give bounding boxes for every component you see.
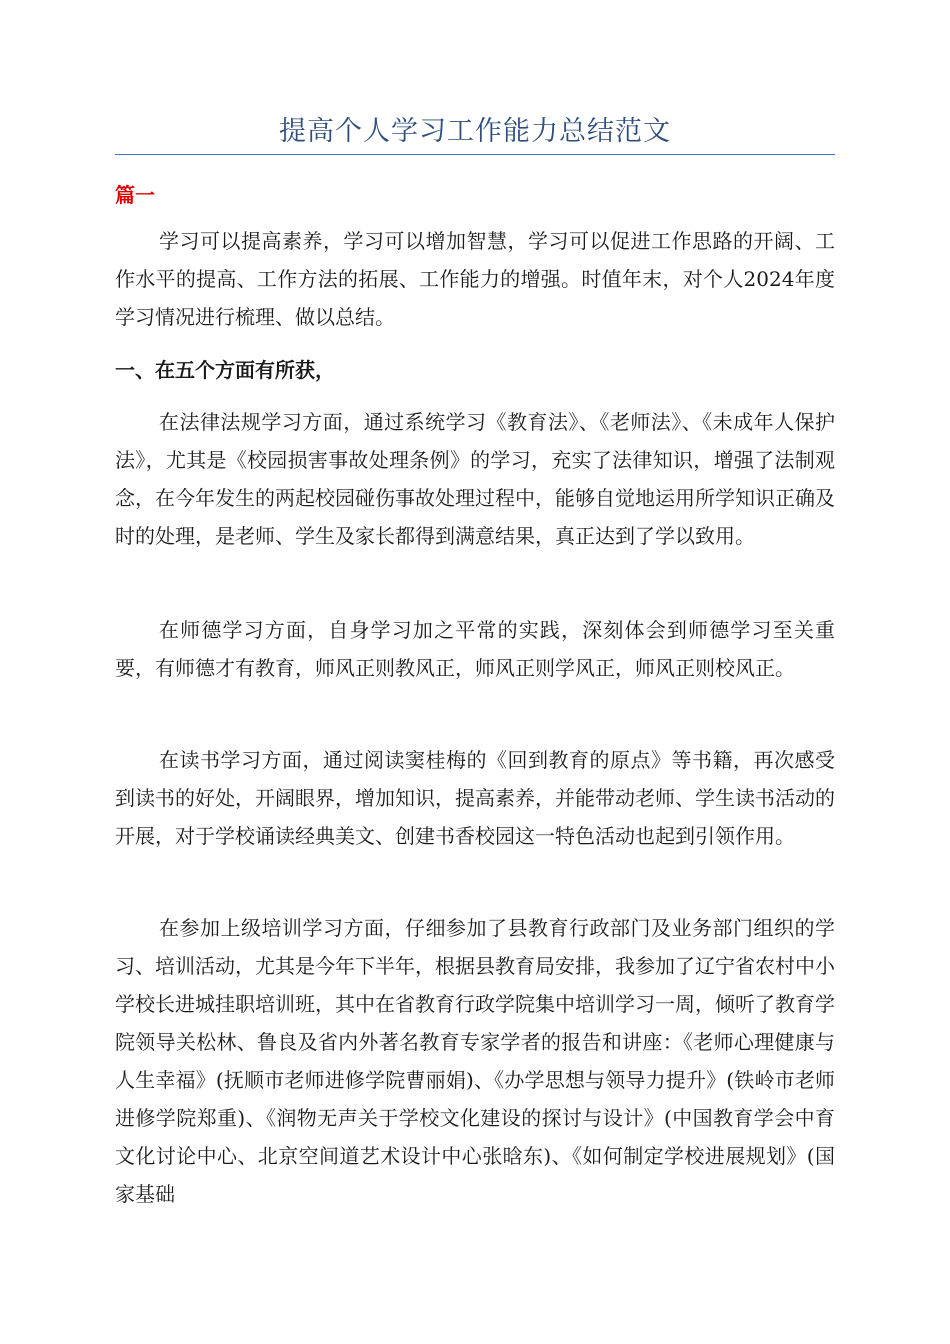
paragraph-law-study: 在法律法规学习方面，通过系统学习《教育法》、《老师法》、《未成年人保护法》，尤其是《校园损害事故处理条例》的学习，充实了法律知识，增强了法制观念，在今年发生的两起校园碰伤事故处理过程中，能够自觉地运用所学知识正确及时的处理，是老师、学生及家长都得到满意结果，真正达到了学以致用。	[115, 410, 835, 548]
paragraph-reading-study: 在读书学习方面，通过阅读窦桂梅的《回到教育的原点》等书籍，再次感受到读书的好处，开阔眼界，增加知识，提高素养，并能带动老师、学生读书活动的开展，对于学校诵读经典美文、创建书香校园这一特色活动也起到引领作用。	[115, 748, 835, 848]
intro-paragraph: 学习可以提高素养，学习可以增加智慧，学习可以促进工作思路的开阔、工作水平的提高、工作方法的拓展、工作能力的增强。时值年末，对个人2024年度学习情况进行梳理、做以总结。	[115, 229, 835, 329]
title-underline	[115, 154, 835, 155]
section-label: 篇一	[115, 183, 155, 207]
paragraph-ethics-study: 在师德学习方面，自身学习加之平常的实践，深刻体会到师德学习至关重要，有师德才有教育，师风正则教风正，师风正则学风正，师风正则校风正。	[115, 618, 835, 680]
paragraph-training-study: 在参加上级培训学习方面，仔细参加了县教育行政部门及业务部门组织的学习、培训活动，尤其是今年下半年，根据县教育局安排，我参加了辽宁省农村中小学校长进城挂职培训班，其中在省教育行政学院集中培训学习一周，倾听了教育学院领导关松林、鲁良及省内外著名教育专家学者的报告和讲座：《老师心理健康与人生幸福》(抚顺市老师进修学院曹丽娟)、《办学思想与领导力提升》(铁岭市老师进修学院郑重)、《润物无声关于学校文化建设的探讨与设计》(中国教育学会中育文化讨论中心、北京空间道艺术设计中心张晗东)、《如何制定学校进展规划》(国家基础	[115, 916, 835, 1206]
document-title: 提高个人学习工作能力总结范文	[279, 116, 671, 147]
heading-five-aspects: 一、在五个方面有所获，	[115, 358, 335, 382]
